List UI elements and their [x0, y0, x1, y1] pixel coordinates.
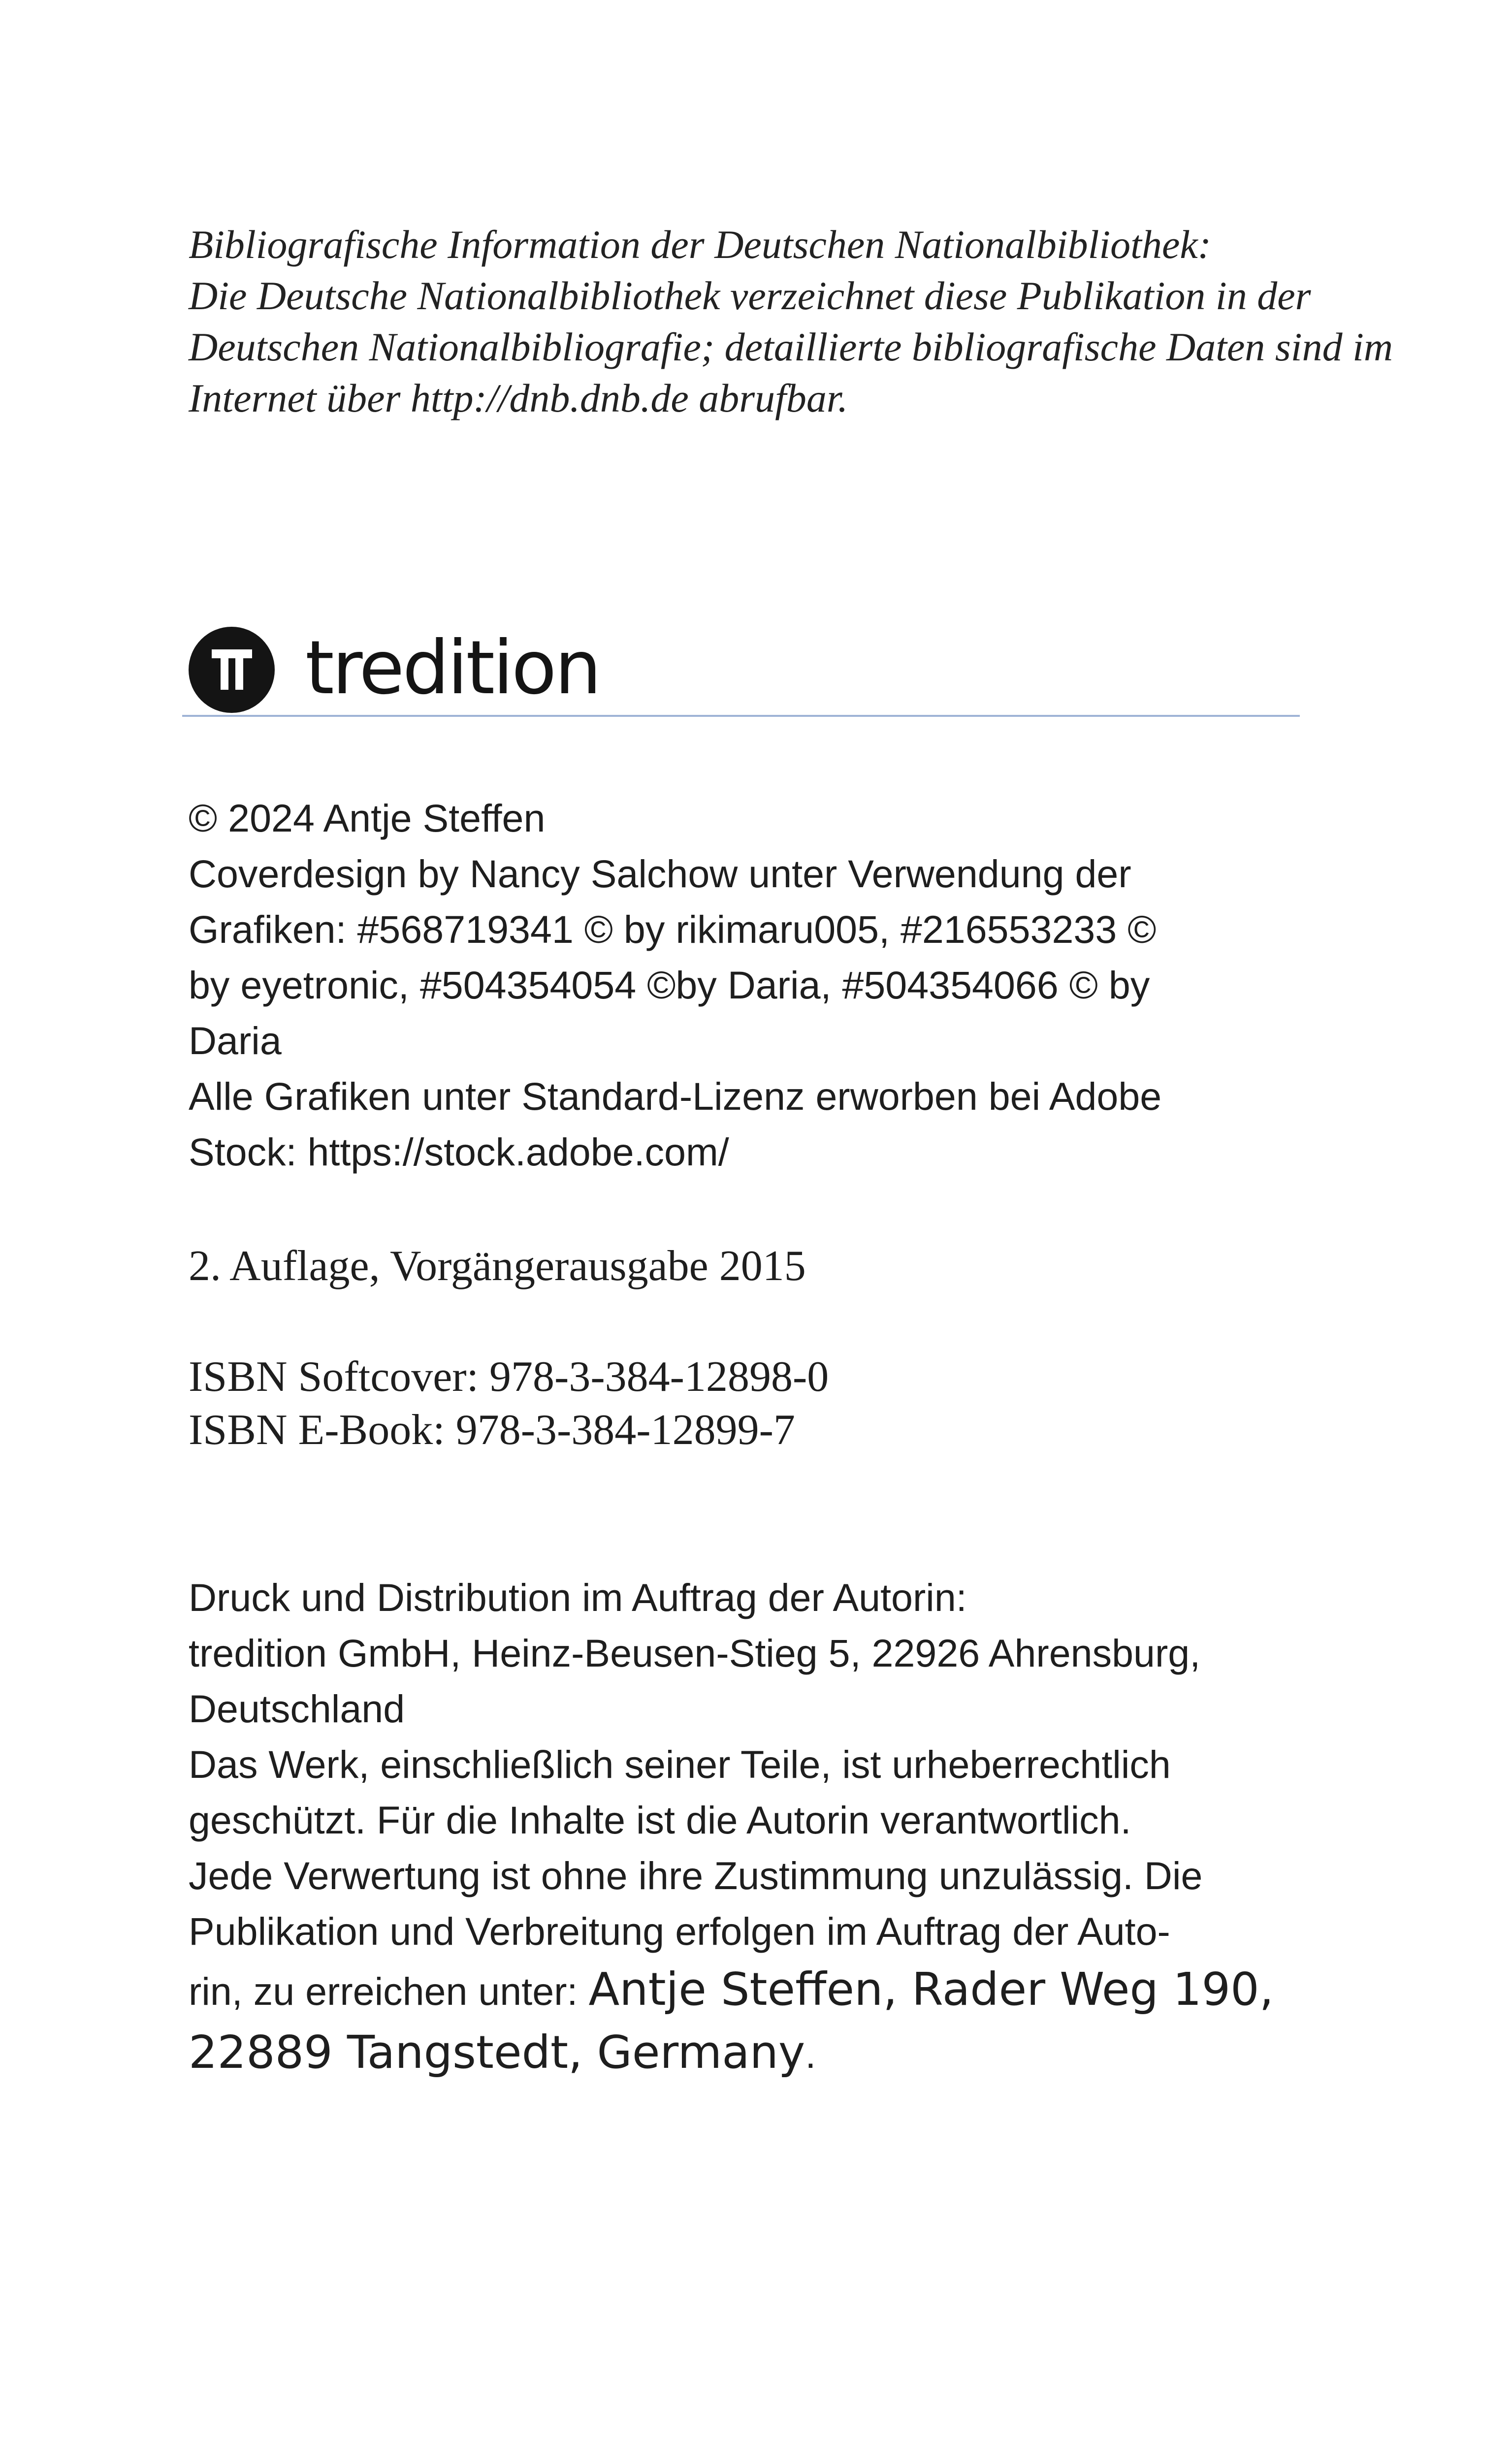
- contact-line: [189, 2022, 1321, 2085]
- biblio-line: Die Deutsche Nationalbibliothek verzeichnet diese Publikation in der: [189, 273, 1311, 318]
- credits-line: Stock: https://stock.adobe.com/: [189, 1130, 729, 1174]
- bibliographic-information: [189, 219, 1393, 424]
- contact-suffix: .: [805, 2032, 816, 2076]
- isbn-info: [189, 1350, 1321, 1457]
- distribution-line: Druck und Distribution im Auftrag der Autorin:: [189, 1575, 967, 1619]
- edition-line: 2. Auflage, Vorgängerausgabe 2015: [189, 1242, 806, 1290]
- isbn-ebook: ISBN E-Book: 978-3-384-12899-7: [189, 1406, 795, 1454]
- publisher-logo: [189, 625, 600, 714]
- credits-line: Grafiken: #568719341 © by rikimaru005, #216553233 ©: [189, 907, 1157, 951]
- credits-line: Alle Grafiken unter Standard-Lizenz erworben bei Adobe: [189, 1074, 1162, 1118]
- credits-line: Daria: [189, 1019, 282, 1062]
- copyright-credits: [189, 790, 1321, 1180]
- biblio-heading: Bibliografische Information der Deutschen Nationalbibliothek:: [189, 222, 1212, 267]
- copyright-line: © 2024 Antje Steffen: [189, 796, 546, 840]
- publisher-wordmark: tredition: [305, 625, 600, 711]
- contact-address-1: Antje Steffen, Rader Weg 190,: [588, 1963, 1274, 2016]
- edition-info: [189, 1240, 1321, 1293]
- credits-line: Coverdesign by Nancy Salchow unter Verwendung der: [189, 852, 1131, 896]
- contact-prefix: rin, zu erreichen unter:: [189, 1969, 589, 2013]
- credits-line: by eyetronic, #504354054 ©by Daria, #504354066 © by: [189, 963, 1150, 1007]
- tredition-logo-icon: [189, 627, 275, 713]
- contact-line: [189, 1959, 1321, 2022]
- logo-divider: [182, 715, 1300, 717]
- distribution-line: tredition GmbH, Heinz-Beusen-Stieg 5, 22926 Ahrensburg,: [189, 1631, 1201, 1675]
- distribution-line: Deutschland: [189, 1687, 405, 1731]
- biblio-line: Internet über http://dnb.dnb.de abrufbar.: [189, 376, 848, 420]
- contact-address-2: 22889 Tangstedt, Germany: [189, 2026, 805, 2079]
- isbn-softcover: ISBN Softcover: 978-3-384-12898-0: [189, 1353, 829, 1401]
- biblio-line: Deutschen Nationalbibliografie; detaillierte bibliografische Daten sind im: [189, 324, 1393, 369]
- distribution-line: Das Werk, einschließlich seiner Teile, ist urheberrechtlich: [189, 1742, 1171, 1786]
- distribution-line: Jede Verwertung ist ohne ihre Zustimmung unzulässig. Die: [189, 1854, 1203, 1897]
- distribution-line: geschützt. Für die Inhalte ist die Autorin verantwortlich.: [189, 1798, 1131, 1842]
- distribution-notice: [189, 1570, 1321, 2085]
- distribution-line: Publikation und Verbreitung erfolgen im Auftrag der Auto-: [189, 1909, 1170, 1953]
